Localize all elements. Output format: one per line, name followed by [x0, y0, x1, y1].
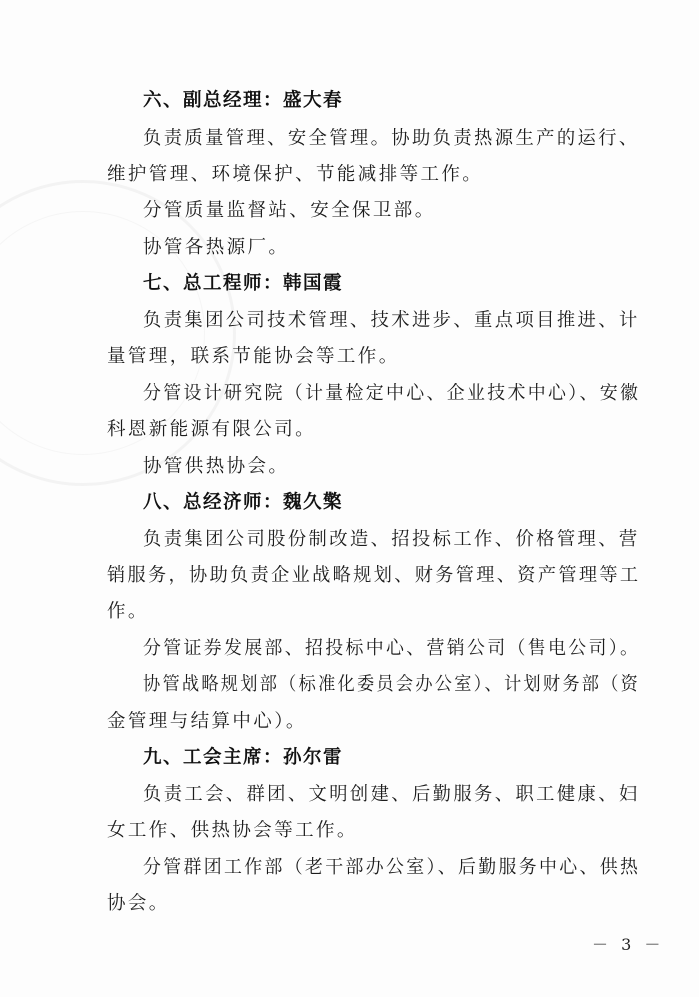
section-8-line-6: 金管理与结算中心）。: [107, 711, 307, 732]
section-8-line-5: 协管战略规划部（标准化委员会办公室）、计划财务部（资: [143, 674, 641, 695]
section-6-line-4: 协管各热源厂。: [143, 237, 290, 258]
section-9-line-1: 负责工会、群团、文明创建、后勤服务、职工健康、妇: [143, 784, 640, 805]
section-6-line-1: 负责质量管理、安全管理。协助负责热源生产的运行、: [143, 128, 640, 149]
section-6-line-3: 分管质量监督站、安全保卫部。: [143, 200, 436, 221]
section-6-line-2: 维护管理、环境保护、节能减排等工作。: [107, 164, 484, 185]
section-9-line-2: 女工作、供热协会等工作。: [107, 820, 358, 841]
section-8-line-4: 分管证券发展部、招投标中心、营销公司（售电公司）。: [143, 638, 641, 659]
section-7-line-2: 量管理，联系节能协会等工作。: [107, 346, 400, 367]
section-7-line-4: 科恩新能源有限公司。: [107, 419, 317, 440]
section-heading-9: 九、工会主席：孙尔雷: [143, 747, 344, 768]
section-heading-7: 七、总工程师：韩国霞: [143, 273, 344, 294]
section-9-line-3: 分管群团工作部（老干部办公室）、后勤服务中心、供热: [143, 857, 641, 878]
section-heading-6: 六、副总经理：盛大春: [143, 90, 344, 111]
section-9-line-4: 协会。: [107, 893, 170, 914]
page-number: － 3 －: [592, 935, 665, 954]
section-7-line-1: 负责集团公司技术管理、技术进步、重点项目推进、计: [143, 310, 640, 331]
section-7-line-5: 协管供热协会。: [143, 456, 290, 477]
section-7-line-3: 分管设计研究院（计量检定中心、企业技术中心）、安徽: [143, 383, 641, 404]
section-8-line-1: 负责集团公司股份制改造、招投标工作、价格管理、营: [143, 529, 640, 550]
section-8-line-3: 作。: [107, 601, 149, 622]
section-heading-8: 八、总经济师：魏久檠: [143, 492, 344, 513]
section-8-line-2: 销服务，协助负责企业战略规划、财务管理、资产管理等工: [107, 565, 641, 586]
